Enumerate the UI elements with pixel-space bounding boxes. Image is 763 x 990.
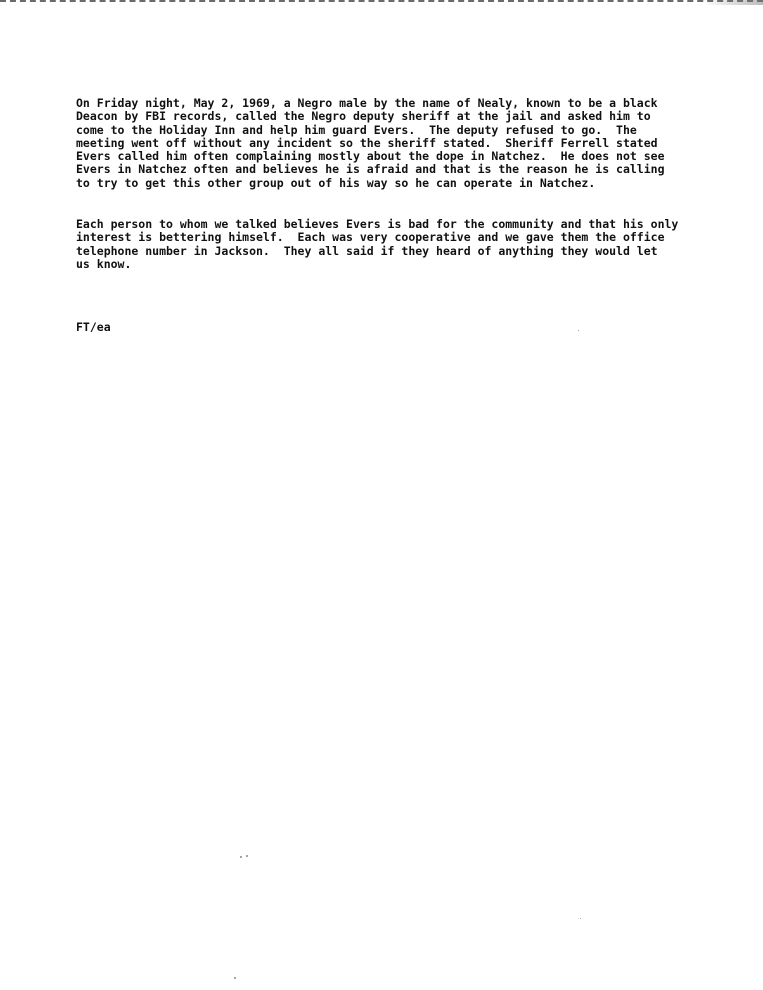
paragraph-line: come to the Holiday Inn and help him guard Evers. The deputy refused to go. The	[76, 122, 637, 137]
typist-initials: FT/ea	[76, 320, 111, 334]
scan-speck	[246, 855, 248, 857]
paragraph-line: Each person to whom we talked believes Evers is bad for the community and that his only	[76, 217, 679, 231]
paragraph-line: Evers in Natchez often and believes he is afraid and that is the reason he is calling	[76, 162, 665, 177]
paragraph-line: interest is bettering himself. Each was very cooperative and we gave them the office	[76, 230, 665, 245]
scan-speck	[580, 918, 581, 919]
paragraph-1	[76, 97, 736, 190]
paragraph-line: On Friday night, May 2, 1969, a Negro male by the name of Nealy, known to be a black	[76, 96, 658, 110]
scan-speck	[578, 330, 579, 331]
paragraph-2	[76, 218, 736, 271]
paragraph-line: meeting went off without any incident so the sheriff stated. Sheriff Ferrell stated	[76, 135, 658, 150]
paragraph-line: telephone number in Jackson. They all said if they heard of anything they would let	[76, 243, 658, 258]
paragraph-line: Evers called him often complaining mostly about the dope in Natchez. He does not see	[76, 149, 665, 164]
paragraph-line: Deacon by FBI records, called the Negro deputy sheriff at the jail and asked him to	[76, 109, 651, 124]
page-top-edge	[0, 0, 763, 6]
paragraph-line: us know.	[76, 256, 132, 271]
scan-speck	[234, 977, 236, 979]
page-top-edge-shade	[703, 0, 763, 5]
paragraph-line: to try to get this other group out of his way so he can operate in Natchez.	[76, 175, 596, 190]
scan-speck	[240, 856, 242, 858]
